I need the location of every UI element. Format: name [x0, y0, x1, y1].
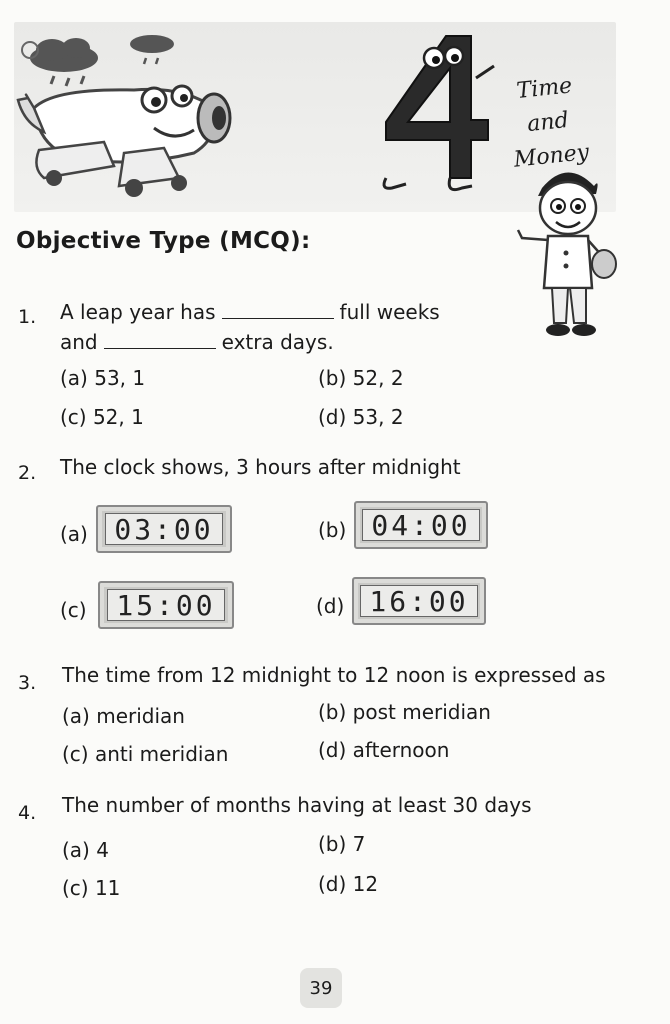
question-3-option-b[interactable]: (b) post meridian [318, 700, 491, 724]
question-2-option-b-label[interactable]: (b) [318, 518, 347, 542]
question-2-option-c-label[interactable]: (c) [60, 598, 87, 622]
question-4-option-b[interactable]: (b) 7 [318, 832, 366, 856]
digital-clock-display: 15:00 [107, 589, 224, 621]
question-2-option-d-label[interactable]: (d) [316, 594, 345, 618]
question-1-option-b[interactable]: (b) 52, 2 [318, 366, 404, 390]
answer-blank-1 [222, 318, 334, 319]
question-3-option-c[interactable]: (c) anti meridian [62, 742, 229, 766]
question-4-option-d[interactable]: (d) 12 [318, 872, 379, 896]
section-title: Objective Type (MCQ): [16, 228, 311, 254]
question-1-text [60, 297, 580, 357]
digital-clock-display: 04:00 [362, 509, 479, 541]
question-2-clock-a[interactable] [96, 505, 232, 553]
question-2-text: The clock shows, 3 hours after midnight [60, 455, 461, 479]
question-1-option-a[interactable]: (a) 53, 1 [60, 366, 146, 390]
digital-clock-display: 16:00 [360, 585, 477, 617]
question-1-option-d[interactable]: (d) 53, 2 [318, 405, 404, 429]
question-2-clock-b[interactable] [354, 501, 488, 549]
airplane-illustration [14, 28, 244, 198]
question-1-number: 1. [18, 306, 37, 328]
question-2-clock-c[interactable] [98, 581, 234, 629]
question-1-text-part2: full weeks [339, 300, 440, 324]
small-cloud-icon [130, 35, 174, 64]
question-4-option-a[interactable]: (a) 4 [62, 838, 109, 862]
question-4-option-c[interactable]: (c) 11 [62, 876, 121, 900]
question-3-text: The time from 12 midnight to 12 noon is expressed as [62, 663, 606, 687]
chapter-title-line1: Time and [515, 73, 574, 138]
chapter-title-line2: Money [512, 139, 591, 173]
question-1-text-part1: A leap year has [60, 300, 216, 324]
chapter-number-illustration [376, 28, 506, 198]
plane-icon [18, 86, 230, 197]
question-1-text-part3: and [60, 330, 98, 354]
question-2-clock-d[interactable] [352, 577, 486, 625]
digital-clock-display: 03:00 [105, 513, 222, 545]
question-2-option-a-label[interactable]: (a) [60, 522, 88, 546]
question-4-text: The number of months having at least 30 days [62, 793, 532, 817]
sun-icon [22, 42, 38, 58]
page-number: 39 [300, 968, 342, 1008]
question-3-option-d[interactable]: (d) afternoon [318, 738, 450, 762]
answer-blank-2 [104, 348, 216, 349]
question-3-number: 3. [18, 672, 37, 694]
question-4-number: 4. [18, 802, 37, 824]
cloud-icon [30, 38, 98, 86]
question-2-number: 2. [18, 462, 37, 484]
question-1-option-c[interactable]: (c) 52, 1 [60, 405, 144, 429]
question-1-text-part4: extra days. [221, 330, 334, 354]
question-3-option-a[interactable]: (a) meridian [62, 704, 185, 728]
